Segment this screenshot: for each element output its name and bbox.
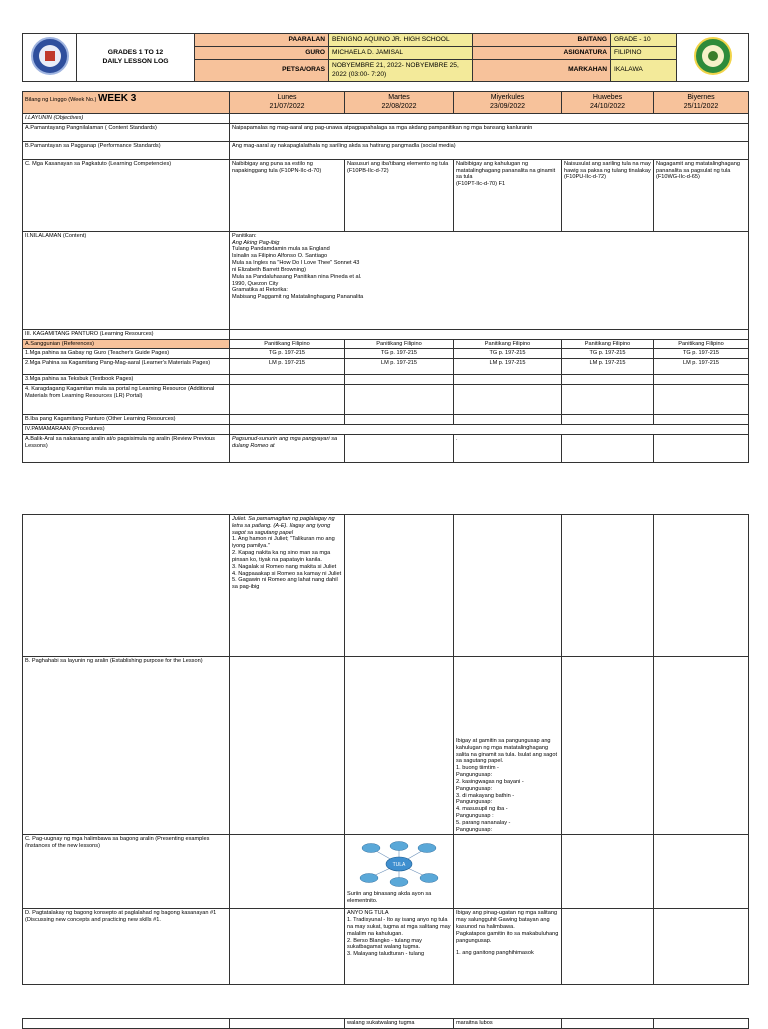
paaralan-label: PAARALAN — [195, 34, 329, 47]
competency-miyerkules: Naibibigay ang kahulugan ng matatalinghagang pananalita na ginamit sa tula (F10PT-IIc-d-70) F1 — [454, 159, 562, 231]
title-line-2: DAILY LESSON LOG — [102, 57, 169, 65]
competency-martes: Nasusuri ang iba'tibang elemento ng tula (F10PB-IIc-d-72) — [345, 159, 454, 231]
pagtatalakay-martes: ANYO NG TULA 1. Tradisyunal - Ito ay isang anyo ng tula na may sukat, tugma at mga salitang may malalim na kahulugan. 2. Berso Blangko - tulang may sukatbagamat walang tugma. 3. Malayang taludturan - tulang — [345, 909, 454, 985]
textbook-label: 3.Mga pahina sa Teksbuk (Textbook Pages) — [23, 375, 230, 385]
pag-uugnay-label: C. Pag-uugnay ng mga halimbawa sa bagong aralin (Presenting examples /instances of the new lessons) — [23, 835, 230, 909]
week-value: WEEK 3 — [97, 93, 137, 104]
baitang-label: BAITANG — [473, 34, 611, 47]
day-header-lunes: Lunes 21/07/2022 — [230, 92, 345, 114]
pag-uugnay-caption: Suriin ang binasang akda ayon sa elementnito. — [347, 891, 432, 905]
competency-biyernes: Nagagamit ang matatalinghagang pananalita sa pagsulat ng tula (F10WG-IIc-d-65) — [654, 159, 749, 231]
markahan-value: IKALAWA — [611, 60, 677, 82]
content-standards-label: A.Pamantayang Pangnilalaman ( Content Standards) — [23, 123, 230, 141]
balik-aral-lunes-continued: Juliet. Sa pamamagitan ng paglalagay ng letra sa patlang. (A-E). Ilagay ang iyong sagot sa sagutang papel 1. Ang hamon ni Juliet; "Talikuran mo ang iyong pamilya." 2. Kapag nakita ka ng sino man sa mga pinsan ko, tiyak na papatayin kanila. 3. Nagalak si Romeo nang makita si Juliet 4. Nagpaaakap si Romeo sa kamay ni Juliet 5. Gagawin ni Romeo ang lahat nang dahil sa pag-ibig — [230, 515, 345, 657]
other-resources-label: B.Iba pang Kagamitang Panturo (Other Learning Resources) — [23, 415, 230, 425]
paaralan-value: BENIGNO AQUINO JR. HIGH SCHOOL — [329, 34, 473, 47]
deped-seal — [23, 34, 77, 82]
markahan-label: MARKAHAN — [473, 60, 611, 82]
school-seal — [677, 34, 749, 82]
sanggunian-martes: Panitikang Filipino — [345, 339, 454, 349]
petsa-label: PETSA/ORAS — [195, 60, 329, 82]
sanggunian-huwebes: Panitikang Filipino — [562, 339, 654, 349]
dll-header-table — [22, 33, 749, 82]
deped-seal-icon — [29, 36, 71, 76]
section-kagamitan: III. KAGAMITANG PANTURO (Learning Resources) — [23, 329, 230, 339]
pagtatalakay-miyerkules: Ibigay ang pinag-ugatan ng mga salitang may salungguhit Gawing batayan ang kasunod na halimbawa. Pagkatapos gamitin ito sa makabuluhang pangungusap. 1. ang ganitong panghihimasok — [454, 909, 562, 985]
guro-label: GURO — [195, 47, 329, 60]
petsa-value: NOBYEMBRE 21, 2022- NOBYEMBRE 25, 2022 (03:00- 7:20) — [329, 60, 473, 82]
performance-standards-value: Ang mag-aaral ay nakapaglalathala ng sariling akda sa hatirang pangmadla (social media) — [230, 141, 749, 159]
competency-lunes: Naibibigay ang puna sa estilo ng napakinggang tula (F10PN-IIc-d-70) — [230, 159, 345, 231]
nilalaman-label: II.NILALAMAN (Content) — [23, 231, 230, 329]
section-layunin: I.LAYUNIN (Objectives) — [23, 114, 230, 124]
sanggunian-lunes: Panitikang Filipino — [230, 339, 345, 349]
teachers-guide-label: 1.Mga pahina sa Gabay ng Guro (Teacher's Guide Pages) — [23, 349, 230, 359]
balik-aral-lunes: Pagsunud-sunurin ang mga pangyayari sa dulang Romeo at — [230, 434, 345, 462]
competency-huwebes: Naisusulat ang sariling tula na may hawig sa paksa ng tulang tinalakay (F10PU-IIc-d-72) — [562, 159, 654, 231]
page3-martes-top: walang sukatwalang tugma — [345, 1019, 454, 1029]
week-cell: Bilang ng Linggo (Week No.) WEEK 3 — [23, 92, 230, 114]
title-line-1: GRADES 1 TO 12 — [107, 49, 164, 57]
day-header-miyerkules: Miyerkules 23/09/2022 — [454, 92, 562, 114]
sanggunian-biyernes: Panitikang Filipino — [654, 339, 749, 349]
day-header-huwebes: Huwebes 24/10/2022 — [562, 92, 654, 114]
paghahabi-label: B. Paghahabi sa layunin ng aralin (Establishing purpose for the Lesson) — [23, 657, 230, 835]
content-standards-value: Naipapamalas ng mag-aaral ang pag-unawa atpagpapahalaga sa mga akdang pampanitikan ng mga bansang kanluranin — [230, 123, 749, 141]
pag-uugnay-martes — [345, 835, 454, 909]
day-header-martes: Martes 22/08/2022 — [345, 92, 454, 114]
tula-elements-diagram — [353, 840, 445, 888]
dll-title — [77, 34, 195, 82]
section-pamamaraan: IV.PAMAMARAAN (Procedures) — [23, 424, 230, 434]
learners-materials-label: 2.Mga Pahina sa Kagamitang Pang-Mag-aaral (Learner's Materials Pages) — [23, 359, 230, 375]
school-seal-icon — [691, 36, 735, 76]
paghahabi-miyerkules: Ibigay at gamitin sa pangungusap ang kahulugan ng mga matatalinghagang salita na ginamit sa tula. Isulat ang sagot sa sagutang papel. 1. buong tiimtim - Pangungusap: 2. kasingwagas ng bayani - Pangungusap: 3. di makayang bathin - Pangungusap: 4. masusupil ng iba - Pangungusap : 5. parang nananalay - Pangungusap: — [454, 657, 562, 835]
sanggunian-label: A.Sanggunian (References) — [23, 339, 230, 349]
svg-text:TULA: TULA — [392, 862, 406, 869]
page-1 — [22, 33, 748, 82]
pagtatalakay-label: D. Pagtatalakay ng bagong konsepto at paglalahad ng bagong kasanayan #1 (Discussing new concepts and practicing new skills #1. — [23, 909, 230, 985]
guro-value: MICHAELA D. JAMISAL — [329, 47, 473, 60]
dll-main-table-page-2 — [22, 514, 748, 985]
additional-materials-label: 4. Karagdagang Kagamitan mula sa portal ng Learning Resource (Additional Materials from Learning Resources (LR) Portal) — [23, 385, 230, 415]
performance-standards-label: B.Pamantayan sa Pagganap (Performance Standards) — [23, 141, 230, 159]
nilalaman-content: Panitikan: Ang Aking Pag-ibig Tulang Pandamdamin mula sa England Isinalin sa Filipino Alfonso O. Santiago Mula sa Ingles na "How Do I Love Thee" Sonnet 43 ni Elizabeth Barrett Browning) Mula sa Pandaluhasang Panitikan nina Pineda et al. 1990, Quezon City Gramatika at Retorika: Mabisang Paggamit ng Matatalinghagang Pananalita — [230, 231, 749, 329]
sanggunian-miyerkules: Panitikang Filipino — [454, 339, 562, 349]
balik-aral-miyerkules: . — [454, 434, 562, 462]
asignatura-value: FILIPINO — [611, 47, 677, 60]
dll-main-table-page-1: Bilang ng Linggo (Week No.) WEEK 3 Lunes 21/07/2022 Martes 22/08/2022 Miyerkules 23/09/2022 Huwebes 24/10/2022 Biyernes 25/11/2022 I.LAYUNIN (Objectives) A.Pamantayang Pangnilalaman ( Content Standards) Naipapamalas ng mag-aaral ang pag-unawa atpagpapahalaga sa mga akdang pampanitikan ng mga bansang kanluranin B.Pamantayan sa Pagganap (Performance Standards) Ang mag-aaral ay nakapaglalathala ng sariling akda sa hatirang pangmadla (social media) C. Mga Kasanayan sa Pagkatuto (Learning Competencies) Naibibigay ang puna sa estilo ng napakinggang tula (F10PN-IIc-d-70) Nasusuri ang iba'tibang elemento ng tula (F10PB-IIc-d-72) Naibibigay ang kahulugan ng matatalinghagang pananalita na ginamit sa tula (F10PT-IIc-d-70) F1 Naisusulat ang sariling tula na may hawig sa paksa ng tulang tinalakay (F10PU-IIc-d-72) Nagagamit ang matatalinghagang pananalita sa pagsulat ng tula (F10WG-IIc-d-65) II.NILALAMAN (Content) Panitikan: Ang Aking Pag-ibig Tulang Pandamdamin mula sa England Isinalin sa Filipino Alfonso O. Santiago Mula sa Ingles na "How Do I Love Thee" Sonnet 43 ni Elizabeth Barrett Browning) Mula sa Pandaluhasang Panitikan nina Pineda et al. 1990, Quezon City Gramatika at Retorika: Mabisang Paggamit ng Matatalinghagang Pananalita III. KAGAMITANG PANTURO (Learning Resources) A.Sanggunian (References) Panitikang Filipino Panitikang Filipino Panitikang Filipino Panitikang Filipino Panitikang Filipino 1.Mga pahina sa Gabay ng Guro (Teacher's Guide Pages) TG p. 197-215 TG p. 197-215 TG p. 197-215 TG p. 197-215 TG p. 197-215 2.Mga Pahina sa Kagamitang Pang-Mag-aaral (Learner's Materials Pages) LM p. 197-215 LM p. 197-215 LM p. 197-215 LM p. 197-215 LM p. 197-215 3.Mga pahina sa Teksbuk (Textbook Pages) 4. Karagdagang Kagamitan mula sa portal ng Learning Resource (Additional Materials from Learning Resources (LR) Portal) B.Iba pang Kagamitang Panturo (Other Learning Resources) IV.PAMAMARAAN (Procedures) A.Balik-Aral sa nakaraang aralin at/o pagsisimula ng aralin (Review Previous Lessons) Pagsunud-sunurin ang mga pangyayari sa dulang Romeo at . — [22, 91, 748, 463]
page3-miyerkules-top: maraitna lubos — [454, 1019, 562, 1029]
baitang-value: GRADE - 10 — [611, 34, 677, 47]
balik-aral-label: A.Balik-Aral sa nakaraang aralin at/o pagsisimula ng aralin (Review Previous Lessons) — [23, 434, 230, 462]
day-header-biyernes: Biyernes 25/11/2022 — [654, 92, 749, 114]
asignatura-label: ASIGNATURA — [473, 47, 611, 60]
competencies-label: C. Mga Kasanayan sa Pagkatuto (Learning Competencies) — [23, 159, 230, 231]
